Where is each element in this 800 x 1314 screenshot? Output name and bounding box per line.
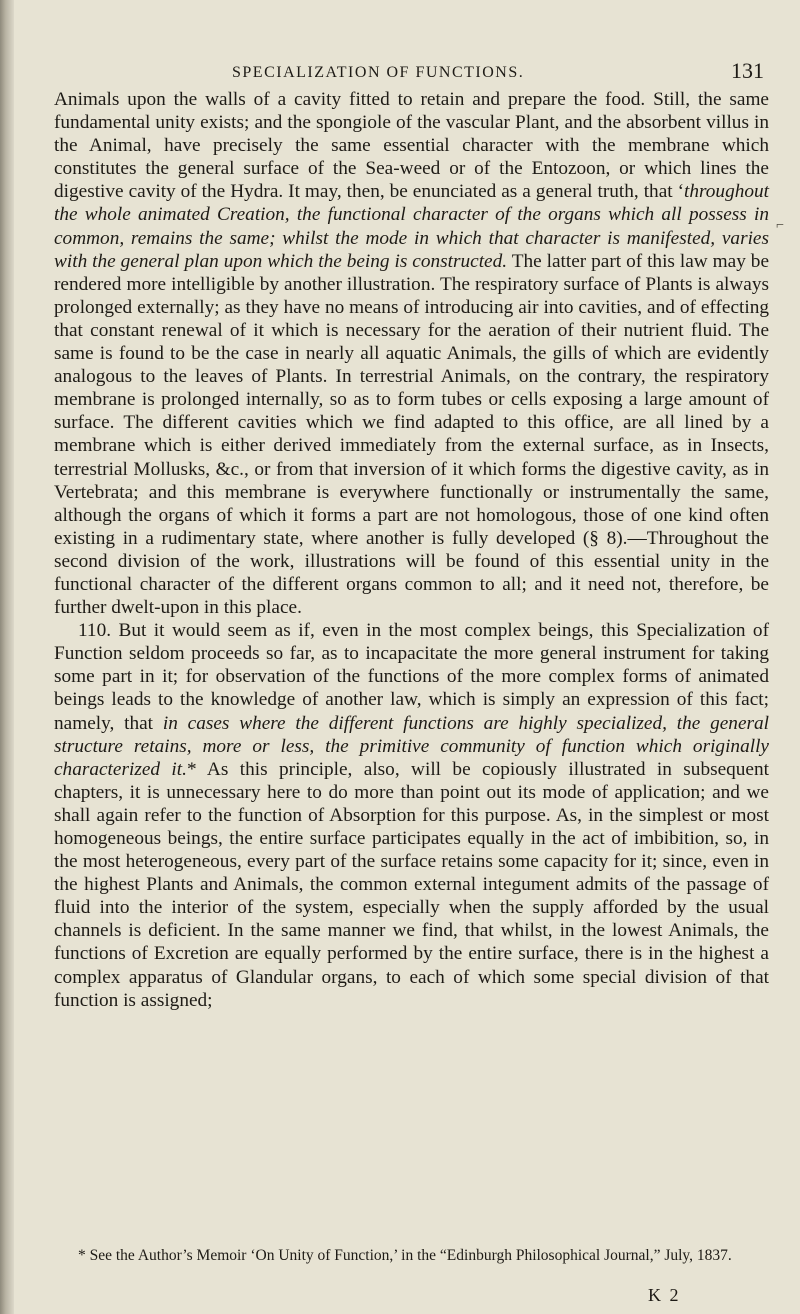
footnote xyxy=(54,1247,769,1265)
margin-mark: ⌐ xyxy=(776,218,784,233)
italic-run: throughout the whole animated Creation, the functional character of the organs which all possess in common, remains the same; whilst the mode in which that character is manifested, varies with the general plan upon which the being is constructed. xyxy=(54,181,769,272)
page-number: 131 xyxy=(731,58,764,83)
paragraph xyxy=(54,88,769,619)
signature-mark: K 2 xyxy=(648,1285,681,1305)
text-run: 110. But it would seem as if, even in the most complex beings, this Specialization of Function seldom proceeds so far, as to incapacitate the more general instrument for taking some part in it; for observation of the functions of the more complex forms of animated beings leads to the knowledge of another law, which is simply an expression of this fact; namely, that xyxy=(54,620,769,734)
running-head xyxy=(0,58,800,88)
page-binding-edge xyxy=(0,0,14,1314)
body-text xyxy=(54,88,769,1012)
text-run: Animals upon the walls of a cavity fitted to retain and prepare the food. Still, the same fundamental unity exists; and the spongiole of the vascular Plant, and the absorbent villus in the Animal, have precisely the same essential character with the membrane which constitutes the general surface of the Sea-weed or of the Entozoon, or which lines the digestive cavity of the Hydra. It may, then, be enunciated as a general truth, that ‘ xyxy=(54,89,769,203)
text-run: The latter part of this law may be rendered more intelligible by another illustration. The respiratory surface of Plants is always prolonged externally; as they have no means of introducing air into cavities, and of effecting that constant renewal of it which is necessary for the aeration of their nutrient fluid. The same is found to be the case in nearly all aquatic Animals, the gills of which are evidently analogous to the leaves of Plants. In terrestrial Animals, on the contrary, the respiratory membrane is prolonged internally, so as to form tubes or cells exposing a large amount of surface. The different cavities which we find adapted to this office, are all lined by a membrane which is either derived immediately from the external surface, as in Insects, terrestrial Mollusks, &c., or from that inversion of it which forms the digestive cavity, as in Vertebrata; and this membrane is everywhere functionally or instrumentally the same, although the organs of which it forms a part are not homologous, those of one kind often existing in a rudimentary state, where another is fully developed (§ 8).—Throughout the second division of the work, illustrations will be found of this essential unity in the functional character of the different organs common to all; and it need not, therefore, be further dwelt-upon in this place. xyxy=(54,250,769,619)
footnote-text: * See the Author’s Memoir ‘On Unity of Function,’ in the “Edinburgh Philosophical Journal,” July, 1837. xyxy=(78,1247,732,1264)
italic-run: in cases where the different functions are highly specialized, the general structure retains, more or less, the primitive community of function which originally characterized it. xyxy=(54,712,770,780)
text-run: * As this principle, also, will be copiously illustrated in subsequent chapters, it is unnecessary here to do more than point out its mode of application; and we shall again refer to the function of Absorption for this purpose. As, in the simplest or most homogeneous beings, the entire surface participates equally in the act of imbibition, so, in the most heterogeneous, every part of the surface retains some capacity for it; since, even in the highest Plants and Animals, the common external integument admits of the passage of fluid into the interior of the system, especially when the supply afforded by the usual channels is deficient. In the same manner we find, that whilst, in the lowest Animals, the functions of Excretion are equally performed by the entire surface, there is in the highest a complex apparatus of Glandular organs, to each of which some special division of that function is assigned; xyxy=(54,758,769,1011)
paragraph xyxy=(54,619,769,1012)
running-head-title: SPECIALIZATION OF FUNCTIONS. xyxy=(232,64,525,81)
